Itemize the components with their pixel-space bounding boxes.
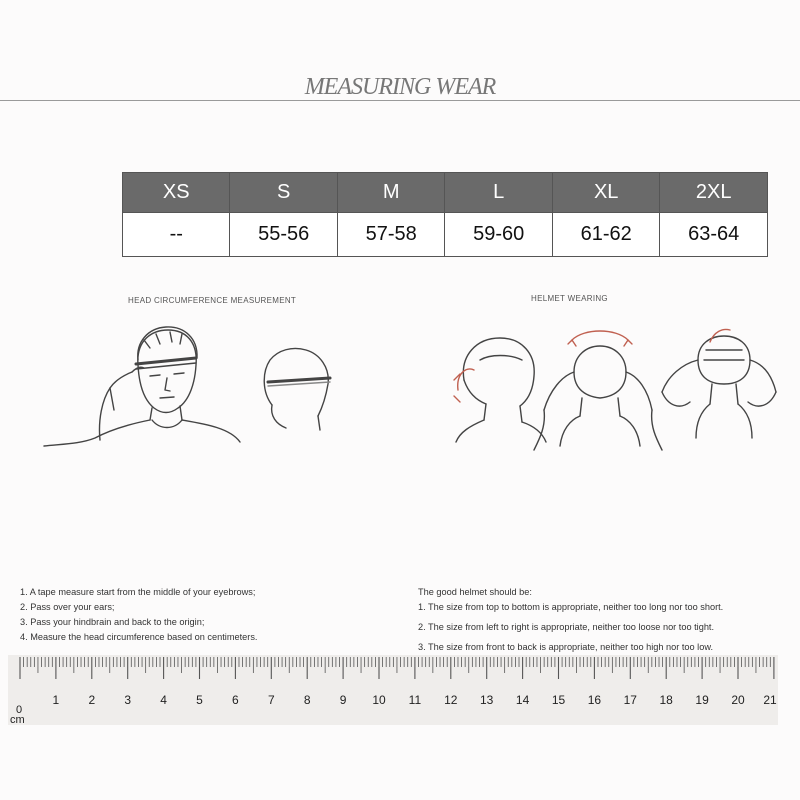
ruler-number-label: 7 <box>267 693 275 707</box>
ruler-number-label: 3 <box>124 693 132 707</box>
measuring-instructions <box>20 585 257 645</box>
size-table <box>122 172 768 257</box>
ruler-number-label: 16 <box>587 693 602 707</box>
ruler-number-label: 19 <box>695 693 709 707</box>
ruler-number-label: 20 <box>731 693 745 707</box>
head-measuring-illustration <box>40 320 340 455</box>
ruler-number-label: 13 <box>480 693 494 707</box>
ruler-number-label: 15 <box>551 693 566 707</box>
ruler-zero-label: 0 <box>16 704 23 716</box>
helmet-wearing-caption: HELMET WEARING <box>531 294 608 303</box>
size-header-cell: S <box>230 173 337 213</box>
fit-criteria-intro: The good helmet should be: <box>418 587 532 597</box>
ruler-number-label: 17 <box>623 693 637 707</box>
size-header-cell: XS <box>123 173 230 213</box>
size-header-cell: M <box>337 173 444 213</box>
ruler-number-label: 11 <box>408 693 422 707</box>
instruction-step: 3. Pass your hindbrain and back to the origin; <box>20 617 205 627</box>
head-measurement-caption: HEAD CIRCUMFERENCE MEASUREMENT <box>128 296 297 305</box>
size-value-cell: 57-58 <box>337 213 444 257</box>
size-header-cell: L <box>445 173 552 213</box>
fit-criterion: 3. The size from front to back is appropriate, neither too high nor too low. <box>418 642 714 652</box>
size-value-cell: 63-64 <box>660 213 768 257</box>
ruler-number-label: 18 <box>659 693 673 707</box>
ruler-number-label: 21 <box>763 693 777 707</box>
size-value-cell: -- <box>123 213 230 257</box>
ruler-number-label: 12 <box>444 693 458 707</box>
ruler-number-label: 5 <box>196 693 203 707</box>
ruler-ticks <box>0 655 800 695</box>
ruler-number-label: 9 <box>339 693 347 707</box>
helmet-fit-criteria <box>418 585 723 660</box>
ruler-number-label: 2 <box>88 693 96 707</box>
ruler-number-label: 4 <box>160 693 167 707</box>
ruler-number-label: 6 <box>232 693 239 707</box>
size-value-cell: 59-60 <box>445 213 552 257</box>
ruler-number-label: 14 <box>515 693 530 707</box>
instruction-step: 1. A tape measure start from the middle of your eyebrows; <box>20 587 256 597</box>
ruler-unit-label: cm <box>10 714 25 726</box>
size-value-cell: 55-56 <box>230 213 337 257</box>
page-title: MEASURING WEAR <box>0 74 800 101</box>
size-table-value-row <box>123 213 768 257</box>
size-table-header-row <box>123 173 768 213</box>
size-header-cell: 2XL <box>660 173 768 213</box>
instruction-step: 4. Measure the head circumference based on centimeters. <box>20 632 258 642</box>
size-value-cell: 61-62 <box>552 213 659 257</box>
fit-criterion: 2. The size from left to right is appropriate, neither too loose nor too tight. <box>418 622 715 632</box>
helmet-wearing-illustration <box>450 320 780 460</box>
ruler-number-label: 1 <box>52 693 60 707</box>
fit-criterion: 1. The size from top to bottom is appropriate, neither too long nor too short. <box>418 602 724 612</box>
ruler-number-label: 8 <box>303 693 311 707</box>
ruler-number-label: 10 <box>372 693 386 707</box>
instruction-step: 2. Pass over your ears; <box>20 602 115 612</box>
size-header-cell: XL <box>552 173 659 213</box>
